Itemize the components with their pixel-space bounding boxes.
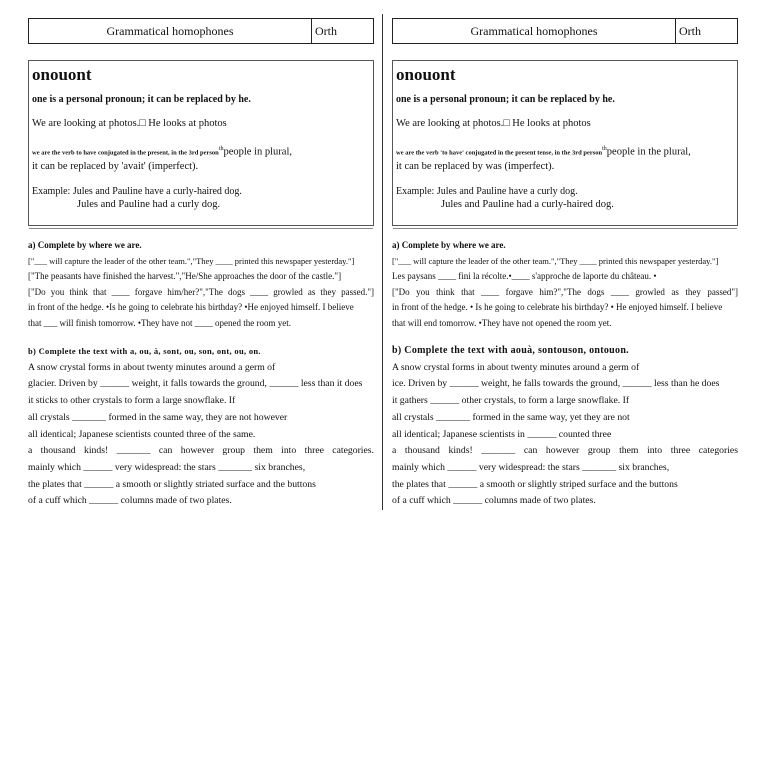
exercise-line: that will end tomorrow. •They have not opened the room yet. (392, 317, 612, 328)
exercise-line: ice. Driven by ______ weight, he falls towards the ground, ______ less than he does (392, 378, 720, 390)
exercise-line: A snow crystal forms in about twenty minutes around a germ of (28, 361, 276, 373)
rule-replace: it can be replaced by was (imperfect). (396, 160, 555, 172)
exercise-line: mainly which ______ very widespread: the stars _______ six branches, (28, 461, 306, 473)
header-title: Grammatical homophones (29, 19, 312, 43)
rule-replace: it can be replaced by 'avait' (imperfect). (32, 160, 199, 172)
rule-sup: th (218, 146, 224, 152)
header-title: Grammatical homophones (393, 19, 676, 43)
exercise-line: that ___ will finish tomorrow. •They have not ____ opened the room yet. (28, 317, 292, 328)
exercise-line: a thousand kinds! _______ can however group them into three categories. (28, 445, 374, 457)
exercise-line: it gathers ______ other crystals, to form a large snowflake. If (392, 395, 630, 407)
column-divider (382, 14, 383, 510)
rule-ont-intro: we are the verb 'to have' conjugated in the present tense, in the 3rd person (396, 149, 603, 157)
rule-example-one: We are looking at photos.□ He looks at photos (32, 118, 227, 129)
rule-example-line: Example: Jules and Pauline have a curly dog. (396, 185, 578, 197)
rule-definition: one is a personal pronoun; it can be replaced by he. (32, 94, 251, 105)
exercise-b (392, 343, 738, 510)
exercise-line: A snow crystal forms in about twenty minutes around a germ of (392, 361, 640, 373)
rule-ont-rest: people in plural, (223, 146, 293, 158)
exercise-line: ["Do you think that ____ forgave him/her?","The dogs ____ growled as they passed."] (28, 286, 374, 297)
exercise-line: all identical; Japanese scientists counted three of the same. (28, 428, 256, 440)
rule-ont-explanation (396, 143, 734, 173)
rule-example-line: Jules and Pauline had a curly dog. (77, 198, 221, 210)
exercise-b-heading: b) Complete the text with aouà, sontouson, ontouon. (392, 345, 629, 356)
exercise-line: all crystals _______ formed in the same way, yet they are not (392, 411, 630, 423)
exercise-line: mainly which ______ very widespread: the stars _______ six branches, (392, 461, 670, 473)
rule-ont-intro: we are the verb to have conjugated in the present, in the 3rd person (32, 149, 219, 157)
right-worksheet (392, 18, 738, 510)
rule-box (28, 60, 374, 226)
rule-example (32, 185, 370, 211)
exercise-line: of a cuff which ______ columns made of two plates. (28, 495, 232, 507)
rule-example-line: Example: Jules and Pauline have a curly-haired dog. (32, 185, 242, 197)
exercise-a (28, 238, 374, 331)
worksheet-header (392, 18, 738, 44)
rule-title: onouont (32, 65, 92, 84)
rule-definition: one is a personal pronoun; it can be replaced by he. (396, 94, 615, 105)
exercise-line: ["___ will capture the leader of the other team.","They ____ printed this newspaper yesterday."] (392, 255, 719, 266)
exercise-b (28, 343, 374, 510)
exercise-a-heading: a) Complete by where we are. (392, 240, 506, 250)
header-subject-tag: Orth (315, 23, 337, 38)
exercise-line: the plates that ______ a smooth or slightly striped surface and the buttons (392, 478, 678, 490)
exercise-line: in front of the hedge. •Is he going to celebrate his birthday? •He enjoyed himself. I believe (28, 302, 354, 312)
worksheet-header (28, 18, 374, 44)
rule-sup: th (602, 146, 607, 152)
rule-box (392, 60, 738, 226)
rule-example (396, 185, 734, 211)
left-worksheet (28, 18, 374, 510)
exercise-line: ["The peasants have finished the harvest.","He/She approaches the door of the castle."] (28, 271, 342, 281)
exercise-line: in front of the hedge. • Is he going to celebrate his birthday? • He enjoyed himself. I believe (392, 302, 723, 312)
exercise-line: it sticks to other crystals to form a large snowflake. If (28, 395, 236, 407)
header-subject-tag: Orth (679, 23, 701, 38)
exercise-a-heading: a) Complete by where we are. (28, 240, 142, 250)
rule-ont-rest: people in the plural, (606, 146, 691, 158)
rule-title: onouont (396, 65, 456, 84)
exercise-line: of a cuff which ______ columns made of two plates. (392, 495, 596, 507)
rule-ont-explanation (32, 143, 370, 173)
exercise-line: ["___ will capture the leader of the other team.","They ____ printed this newspaper yesterday."] (28, 255, 355, 266)
exercise-a (392, 238, 738, 331)
exercise-line: all crystals _______ formed in the same way, they are not however (28, 411, 288, 423)
exercise-b-heading: b) Complete the text with a, ou, à, sont, ou, son, ont, ou, on. (28, 346, 261, 356)
rule-example-one: We are looking at photos.□ He looks at photos (396, 118, 591, 129)
exercise-line: a thousand kinds! _______ can however group them into three categories (392, 445, 738, 457)
exercise-line: ["Do you think that ____ forgave him?","The dogs ____ growled as they passed"] (392, 286, 738, 297)
exercise-line: all identical; Japanese scientists in ______ counted three (392, 428, 612, 440)
exercise-line: the plates that ______ a smooth or slightly striated surface and the buttons (28, 478, 316, 490)
exercise-line: Les paysans ____ fini la récolte.•____ s'approche de laporte du château. • (392, 271, 657, 281)
exercise-line: glacier. Driven by ______ weight, it falls towards the ground, ______ less than it does (28, 378, 363, 390)
rule-example-line: Jules and Pauline had a curly-haired dog. (441, 198, 614, 210)
